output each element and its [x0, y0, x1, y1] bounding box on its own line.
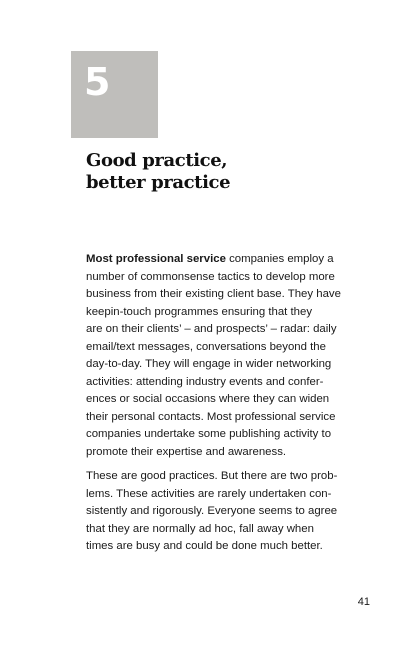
text-line [86, 251, 338, 269]
lead-in-text: Most professional service [86, 253, 226, 265]
text-line: ences or social occasions where they can widen [86, 393, 330, 405]
text-line: email/text messages, conversations beyond the [86, 340, 326, 353]
paragraph [86, 251, 341, 461]
text-line: business from their existing client base. They have [86, 288, 341, 300]
text-line: their personal contacts. Most professional service [86, 410, 336, 423]
text-line: day-to-day. They will engage in wider networking [86, 358, 332, 370]
text-line: number of commonsense tactics to develop more [86, 270, 335, 283]
text-line: lems. These activities are rarely undertaken con- [86, 487, 332, 500]
body-text [86, 251, 341, 556]
text-line: are on their clients’ – and prospects’ – radar: daily [86, 323, 337, 335]
chapter-title [86, 150, 230, 194]
text-line: companies undertake some publishing activity to [86, 428, 332, 440]
text-line: that they are normally ad hoc, fall away when [86, 522, 314, 535]
chapter-number-box [71, 51, 158, 138]
text-line: promote their expertise and awareness. [86, 445, 287, 458]
text-line: These are good practices. But there are two prob- [86, 470, 338, 482]
chapter-title-line: better practice [86, 172, 231, 193]
text-line: sistently and rigorously. Everyone seems to agree [86, 505, 338, 517]
page-number: 41 [357, 596, 370, 608]
text-line: activities: attending industry events and confer- [86, 375, 324, 388]
text-line: times are busy and could be done much better. [86, 540, 323, 552]
text-line-rest: companies employ a [225, 253, 334, 265]
chapter-number: 5 [84, 60, 111, 104]
chapter-title-line: Good practice, [86, 150, 228, 171]
paragraph [86, 468, 338, 556]
text-line: keepin-touch programmes ensuring that they [86, 305, 313, 318]
